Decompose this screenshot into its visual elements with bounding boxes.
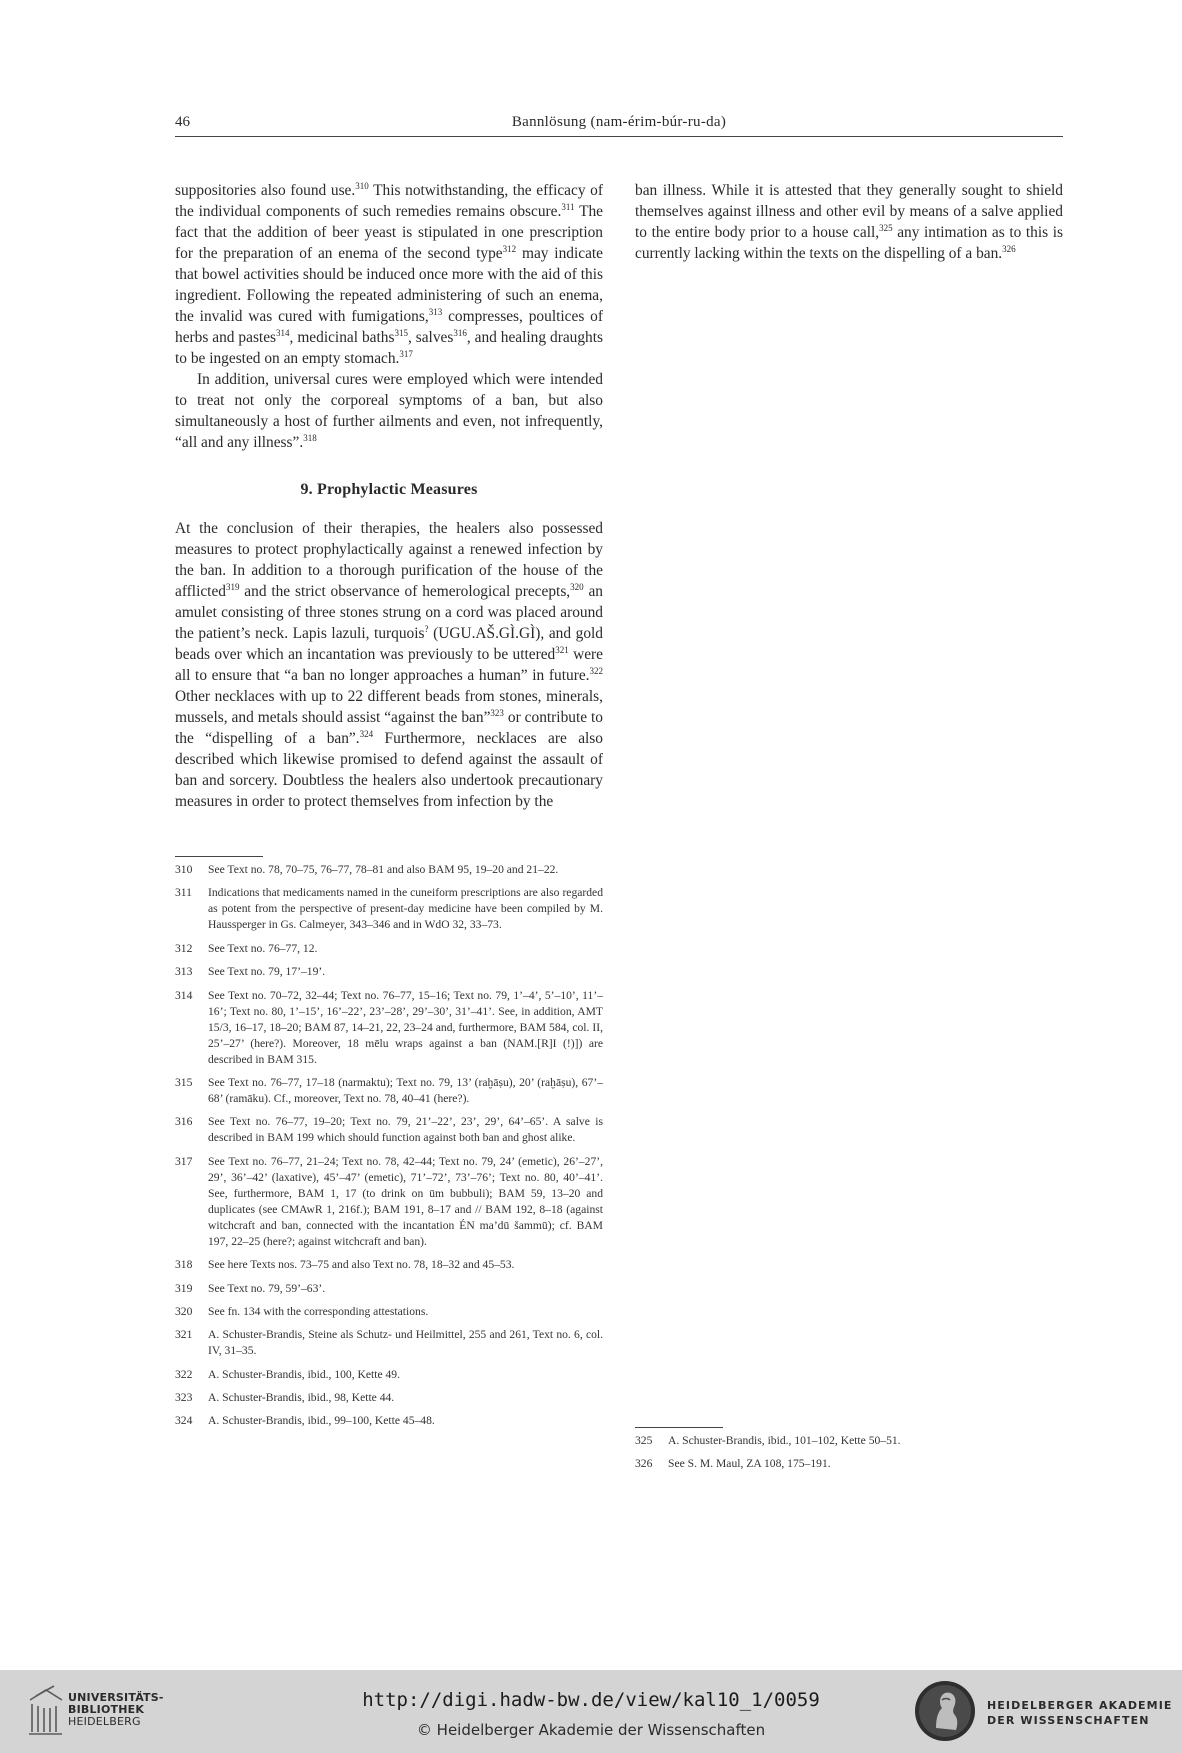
- footnote-text: See S. M. Maul, ZA 108, 175–191.: [668, 1457, 831, 1471]
- footnote-ref[interactable]: 320: [570, 582, 584, 592]
- footnote-number: 310: [175, 863, 193, 876]
- footnote-text: A. Schuster-Brandis, ibid., 100, Kette 49.: [208, 1367, 401, 1381]
- footnote: [175, 1304, 603, 1320]
- footnote: [175, 1257, 603, 1273]
- footnote-text: See Text no. 76–77, 12.: [208, 941, 318, 955]
- footnote-number: 323: [175, 1391, 193, 1405]
- footnote-text: See here Texts nos. 73–75 and also Text no. 78, 18–32 and 45–53.: [208, 1258, 515, 1272]
- footnote-text: A. Schuster-Brandis, ibid., 98, Kette 44.: [208, 1391, 395, 1405]
- footnote-text: See Text no. 76–77, 21–24; Text no. 78, 42–44; Text no. 79, 24’ (emetic), 26’–27’, 29’, 36’–42’ (laxative), 45’–47’ (emetic), 71’–72’, 73’–76’; Text no. 80, 40’–41’. See, furthermore, BAM 1, 17 (to drink on ūm bubbuli); BAM 59, 13–20 and duplicates (see CMAwR 1, 216f.); BAM 191, 8–17 and // BAM 192, 8–18 (against witchcraft and ban, connected with the incantation ÉN ma’dū šammū); cf. BAM 197, 22–25 (here?; against witchcraft and ban).: [208, 1154, 603, 1248]
- footnote: [175, 988, 603, 1068]
- footnote-number: 311: [175, 886, 192, 900]
- footnote-number: 324: [175, 1414, 193, 1428]
- footnote-ref[interactable]: 310: [355, 181, 369, 191]
- footnote: [635, 1456, 1063, 1472]
- footnote-text: A. Schuster-Brandis, Steine als Schutz- und Heilmittel, 255 and 261, Text no. 6, col. IV, 31–35.: [208, 1328, 603, 1358]
- paragraph-2: In addition, universal cures were employed which were intended to treat not only the corporeal symptoms of a ban, but also simultaneously a host of further ailments and even, not infrequently, “all and any illness”.$^{318}$: [175, 371, 603, 451]
- footnote-number: 313: [175, 965, 193, 979]
- footnote: [175, 1154, 603, 1250]
- paragraph-3: At the conclusion of their therapies, the healers also possessed measures to protect prophylactically against a renewed infection by the ban. In addition to a thorough purification of the house of the afflicted$^{319}$ and the strict observance of hemerological precepts,$^{320}$ an amulet consisting of three stones strung on a cord was placed around the patient’s neck. Lapis lazuli, turquois? (UGU.AŠ.GÌ.GÌ), and gold beads over which an incantation was previously to be uttered$^{321}$ were all to ensure that “a ban no longer approaches a human” in future.$^{322}$ Other necklaces with up to 22 different beads from stones, minerals, mussels, and metals should assist “against the ban”$^{323}$ or contribute to the “dispelling of a ban”.$^{324}$ Furthermore, necklaces are also described which likewise promised to defend against the assault of ban and sorcery. Doubtless the healers also undertook precautionary measures in order to protect themselves from infection by the: [175, 520, 604, 810]
- footnote-text: See fn. 134 with the corresponding attestations.: [208, 1304, 429, 1318]
- footnote-ref[interactable]: 325: [879, 223, 893, 233]
- footnote-ref[interactable]: 319: [226, 582, 240, 592]
- viewer-footer: [0, 1670, 1182, 1753]
- footnote-ref[interactable]: 316: [453, 328, 467, 338]
- footnote-ref[interactable]: 312: [502, 244, 517, 254]
- university-library-logo-text: UNIVERSITÄTS- BIBLIOTHEK HEIDELBERG: [68, 1691, 164, 1728]
- footnote-ref[interactable]: 324: [359, 729, 374, 739]
- footnote-number: 316: [175, 1115, 193, 1129]
- footnote: [175, 941, 603, 957]
- footnote-text: See Text no. 79, 59’–63’.: [208, 1281, 326, 1295]
- footnote-number: 312: [175, 941, 193, 955]
- footnote-ref[interactable]: 323: [490, 708, 504, 718]
- query-mark: ?: [424, 624, 429, 634]
- footnote-text: A. Schuster-Brandis, ibid., 101–102, Kette 50–51.: [668, 1434, 901, 1447]
- footnote-text: A. Schuster-Brandis, ibid., 99–100, Kette 45–48.: [208, 1414, 435, 1428]
- footnote: [635, 1433, 1063, 1449]
- footnote-number: 315: [175, 1075, 193, 1089]
- footnote-number: 321: [175, 1328, 193, 1342]
- footnote-separator: [635, 1427, 723, 1428]
- footnote-text: See Text no. 78, 70–75, 76–77, 78–81 and also BAM 95, 19–20 and 21–22.: [208, 863, 559, 876]
- footnote-ref[interactable]: 311: [561, 202, 575, 212]
- footnote-number: 326: [635, 1457, 653, 1471]
- footnote: [175, 885, 603, 933]
- footnote-number: 320: [175, 1304, 193, 1318]
- footnote: [175, 964, 603, 980]
- section-heading: 9. Prophylactic Measures: [300, 481, 478, 498]
- footnote-text: See Text no. 70–72, 32–44; Text no. 76–77, 15–16; Text no. 79, 1’–4’, 5’–10’, 11’–16’; Text no. 80, 1’–15’, 16’–22’, 23’–28’, 29’–30’, 31’–41’. See, in addition, AMT 15/3, 16–17, 18–20; BAM 87, 14–21, 22, 23–24 and, furthermore, BAM 584, col. II, 25’–27’ (here?). Moreover, 18 mēlu wraps against a ban (NAM.[R]I (!)]) are described in BAM 315.: [208, 988, 603, 1066]
- paragraph-4: ban illness. While it is attested that they generally sought to shield themselves against illness and other evil by means of a salve applied to the entire body prior to a house call,$^{325}$ any intimation as to this is currently lacking within the texts on the dispelling of a ban.$^{326}$: [635, 182, 1064, 262]
- footnote: [175, 1413, 603, 1429]
- footnote-ref[interactable]: 317: [399, 349, 413, 359]
- page-header: [175, 112, 1063, 137]
- footnotes-right: [635, 1427, 1063, 1480]
- footnote-text: Indications that medicaments named in the cuneiform prescriptions are also regarded as potent from the perspective of present-day medicine have been compiled by M. Haussperger in Gs. Calmeyer, 343–346 and in WdO 32, 33–73.: [208, 886, 603, 932]
- footnote: [175, 1390, 603, 1406]
- footnote-text: See Text no. 79, 17’–19’.: [208, 965, 326, 979]
- paragraph-1: suppositories also found use.$^{310}$ This notwithstanding, the efficacy of the individual components of such remedies remains obscure.$^{311}$ The fact that the addition of beer yeast is stipulated in one prescription for the preparation of an enema of the second type$^{312}$ may indicate that bowel activities should be induced once more with the aid of this ingredient. Following the repeated administering of such an enema, the invalid was cured with fumigations,$^{313}$ compresses, poultices of herbs and pastes$^{314}$, medicinal baths$^{315}$, salves$^{316}$, and healing draughts to be ingested on an empty stomach.$^{317}$: [175, 181, 604, 367]
- footnote: [175, 1114, 603, 1146]
- footnote-number: 319: [175, 1281, 193, 1295]
- footnote-ref[interactable]: 321: [555, 645, 569, 655]
- footnote: [175, 1281, 603, 1297]
- footnote-number: 318: [175, 1258, 193, 1272]
- running-title: Bannlösung (nam-érim-búr-ru-da): [511, 114, 727, 130]
- right-column: [635, 180, 1063, 264]
- footnote-ref[interactable]: 322: [589, 666, 603, 676]
- academy-portrait-logo-icon: [912, 1678, 978, 1744]
- copyright-notice: © Heidelberger Akademie der Wissenschaften: [416, 1721, 766, 1739]
- footnote: [175, 1075, 603, 1107]
- footnotes-left: [175, 856, 603, 1437]
- footnote-ref[interactable]: 326: [1002, 244, 1016, 254]
- footnote-number: 325: [635, 1434, 653, 1447]
- footnote: [175, 1367, 603, 1383]
- permalink-url[interactable]: http://digi.hadw-bw.de/view/kal10_1/0059: [362, 1689, 820, 1711]
- academy-logo-text: HEIDELBERGER AKADEMIE DER WISSENSCHAFTEN: [987, 1699, 1173, 1727]
- footnote-ref[interactable]: 318: [303, 433, 317, 443]
- footnote-text: See Text no. 76–77, 17–18 (narmaktu); Text no. 79, 13’ (raḫāṣu), 20’ (raḫāṣu), 67’–68’ (ramāku). Cf., moreover, Text no. 78, 40–41 (here?).: [208, 1075, 603, 1105]
- left-column: [175, 180, 603, 812]
- footnote-number: 314: [175, 988, 193, 1002]
- footnote-text: See Text no. 76–77, 19–20; Text no. 79, 21’–22’, 23’, 29’, 64’–65’. A salve is described in BAM 199 which should function against both ban and ghost alike.: [208, 1115, 603, 1145]
- page-number: 46: [175, 114, 190, 130]
- footnote-number: 322: [175, 1367, 193, 1381]
- footnote-ref[interactable]: 314: [276, 328, 290, 338]
- footnote-number: 317: [175, 1154, 193, 1168]
- footnote-separator: [175, 856, 263, 857]
- footnote: [175, 862, 603, 878]
- footnote-ref[interactable]: 315: [394, 328, 408, 338]
- footnote: [175, 1327, 603, 1359]
- footnote-ref[interactable]: 313: [428, 307, 443, 317]
